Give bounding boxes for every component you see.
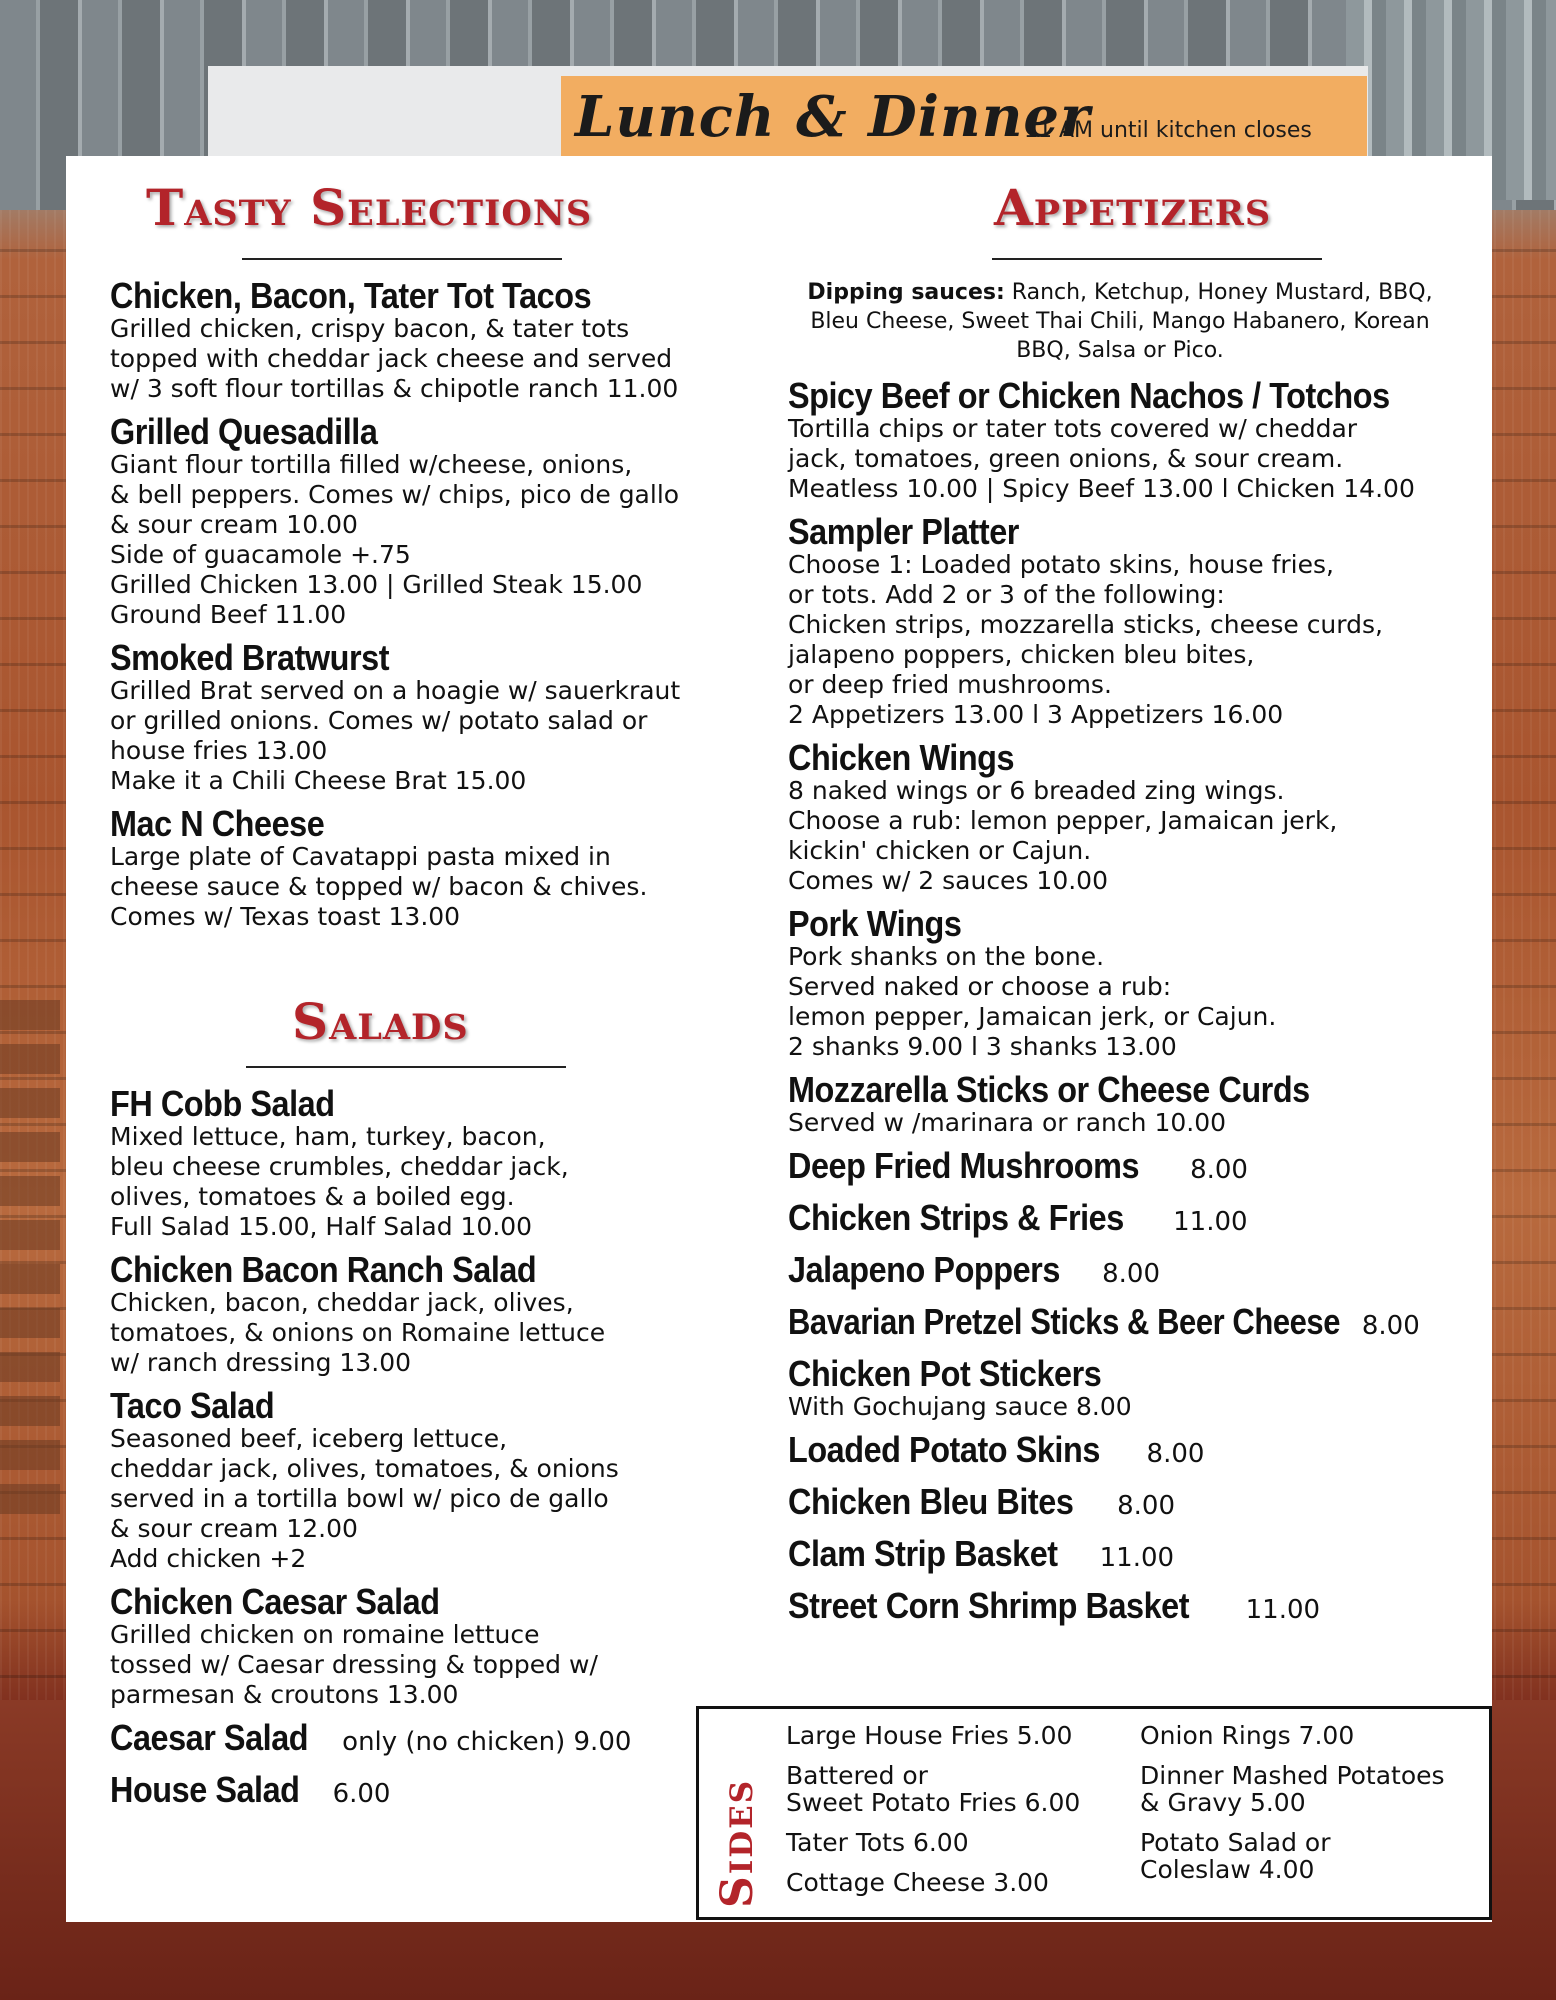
side-item: Dinner Mashed Potatoes & Gravy 5.00: [1140, 1761, 1445, 1817]
item-desc: 8 naked wings or 6 breaded zing wings. Choose a rub: lemon pepper, Jamaican jerk, kickin' chicken or Cajun. Comes w/ 2 sauces 10.00: [788, 776, 1338, 895]
item-desc: Chicken, bacon, cheddar jack, olives, tomatoes, & onions on Romaine lettuce w/ ranch dressing 13.00: [110, 1288, 606, 1377]
item-name: Mac N Cheese: [110, 803, 325, 844]
item-desc: With Gochujang sauce 8.00: [788, 1392, 1132, 1421]
menu-item: [788, 1197, 1488, 1238]
item-price: 11.00: [1173, 1207, 1248, 1237]
item-name: Clam Strip Basket: [788, 1533, 1058, 1574]
item-name: Mozzarella Sticks or Cheese Curds: [788, 1069, 1310, 1110]
section-title-appetizers: Appetizers: [994, 178, 1272, 237]
menu-item: [788, 1145, 1488, 1186]
item-name: Sampler Platter: [788, 511, 1019, 552]
item-desc: Mixed lettuce, ham, turkey, bacon, bleu cheese crumbles, cheddar jack, olives, tomatoes & a boiled egg. Full Salad 15.00, Half Salad 10.00: [110, 1122, 569, 1241]
dipping-label: Dipping sauces:: [807, 280, 1005, 305]
item-price: 8.00: [1117, 1491, 1175, 1521]
item-desc: Pork shanks on the bone. Served naked or choose a rub: lemon pepper, Jamaican jerk, or Cajun. 2 shanks 9.00 l 3 shanks 13.00: [788, 942, 1277, 1061]
menu-item: [110, 1769, 730, 1810]
item-desc: Large plate of Cavatappi pasta mixed in cheese sauce & topped w/ bacon & chives. Comes w/ Texas toast 13.00: [110, 842, 648, 931]
item-name: Chicken Wings: [788, 737, 1015, 778]
item-name: FH Cobb Salad: [110, 1083, 335, 1124]
item-price: only (no chicken) 9.00: [342, 1727, 632, 1757]
salads-list: [110, 1083, 730, 1824]
item-name: Spicy Beef or Chicken Nachos / Totchos: [788, 375, 1390, 416]
item-desc: Tortilla chips or tater tots covered w/ cheddar jack, tomatoes, green onions, & sour cream. Meatless 10.00 | Spicy Beef 13.00 l Chicken 14.00: [788, 414, 1415, 503]
item-desc: Grilled Brat served on a hoagie w/ sauerkraut or grilled onions. Comes w/ potato salad or house fries 13.00 Make it a Chili Cheese Brat 15.00: [110, 676, 681, 795]
side-item: Cottage Cheese 3.00: [786, 1868, 1049, 1897]
appetizers-list: [788, 375, 1488, 1640]
item-name: Chicken, Bacon, Tater Tot Tacos: [110, 275, 592, 316]
section-title-tasty: Tasty Selections: [146, 178, 593, 237]
menu-item: [788, 737, 1488, 896]
item-price: 8.00: [1190, 1155, 1248, 1185]
menu-item: [788, 1429, 1488, 1470]
item-name: Chicken Strips & Fries: [788, 1197, 1124, 1238]
background-chain: [0, 1000, 60, 1520]
item-desc: Choose 1: Loaded potato skins, house fries, or tots. Add 2 or 3 of the following: Chicken strips, mozzarella sticks, cheese curds, jalapeno poppers, chicken bleu bites, or deep fried mushrooms. 2 Appetizers 13.00 l 3 Appetizers 16.00: [788, 550, 1383, 729]
item-name: Chicken Bacon Ranch Salad: [110, 1249, 537, 1290]
section-rule: [246, 1066, 566, 1068]
menu-item: [788, 1301, 1488, 1342]
menu-item: [788, 903, 1488, 1062]
menu-item: [110, 1581, 730, 1710]
item-price: 8.00: [1102, 1259, 1160, 1289]
item-name: House Salad: [110, 1769, 300, 1810]
item-price: 11.00: [1099, 1543, 1175, 1573]
sides-left-list: [786, 1722, 1080, 1909]
section-title-salads: Salads: [292, 992, 469, 1051]
menu-item: [110, 1717, 730, 1758]
side-item: Large House Fries 5.00: [786, 1721, 1073, 1750]
item-name: Grilled Quesadilla: [110, 411, 378, 452]
item-name: Street Corn Shrimp Basket: [788, 1585, 1190, 1626]
item-price: 11.00: [1245, 1595, 1321, 1625]
sides-title: Sides: [712, 1778, 763, 1908]
side-item: Onion Rings 7.00: [1140, 1721, 1355, 1750]
item-name: Chicken Bleu Bites: [788, 1481, 1074, 1522]
sides-right-list: [1140, 1722, 1445, 1896]
item-name: Caesar Salad: [110, 1717, 309, 1758]
item-desc: Giant flour tortilla filled w/cheese, onions, & bell peppers. Comes w/ chips, pico de gallo & sour cream 10.00 Side of guacamole +.75 Grilled Chicken 13.00 | Grilled Steak 15.00 Ground Beef 11.00: [110, 450, 680, 629]
menu-hours: 11 AM until kitchen closes: [1024, 118, 1312, 143]
item-price: 8.00: [1361, 1311, 1420, 1341]
item-name: Deep Fried Mushrooms: [788, 1145, 1140, 1186]
menu-item: [788, 1353, 1488, 1422]
side-item: Battered or Sweet Potato Fries 6.00: [786, 1761, 1081, 1817]
menu-item: [788, 375, 1488, 504]
item-desc: Grilled chicken, crispy bacon, & tater tots topped with cheddar jack cheese and served w/ 3 soft flour tortillas & chipotle ranch 11.00: [110, 314, 679, 403]
menu-item: [110, 275, 730, 404]
tasty-list: [110, 275, 730, 942]
section-rule: [242, 258, 562, 260]
menu-item: [788, 1069, 1488, 1138]
item-name: Pork Wings: [788, 903, 962, 944]
item-desc: Grilled chicken on romaine lettuce tossed w/ Caesar dressing & topped w/ parmesan & croutons 13.00: [110, 1620, 598, 1709]
item-desc: Seasoned beef, iceberg lettuce, cheddar jack, olives, tomatoes, & onions served in a tortilla bowl w/ pico de gallo & sour cream 12.00 Add chicken +2: [110, 1424, 619, 1573]
dipping-sauces: [790, 278, 1450, 365]
item-price: 8.00: [1146, 1439, 1205, 1469]
menu-item: [788, 1249, 1488, 1290]
item-name: Jalapeno Poppers: [788, 1249, 1060, 1290]
item-name: Loaded Potato Skins: [788, 1429, 1100, 1470]
section-rule: [992, 258, 1322, 260]
dipping-list: Ranch, Ketchup, Honey Mustard, BBQ, Bleu Cheese, Sweet Thai Chili, Mango Habanero, Korean BBQ, Salsa or Pico.: [810, 280, 1433, 363]
side-item: Potato Salad or Coleslaw 4.00: [1140, 1828, 1331, 1884]
side-item: Tater Tots 6.00: [786, 1828, 969, 1857]
menu-item: [110, 1083, 730, 1242]
item-desc: Served w /marinara or ranch 10.00: [788, 1108, 1227, 1137]
menu-item: [788, 1533, 1488, 1574]
item-name: Chicken Caesar Salad: [110, 1581, 440, 1622]
item-name: Smoked Bratwurst: [110, 637, 390, 678]
menu-item: [788, 1585, 1488, 1626]
menu-item: [110, 803, 730, 932]
menu-item: [110, 637, 730, 796]
menu-item: [110, 1249, 730, 1378]
item-name: Chicken Pot Stickers: [788, 1353, 1102, 1394]
item-name: Taco Salad: [110, 1385, 275, 1426]
menu-item: [788, 511, 1488, 730]
menu-item: [110, 1385, 730, 1574]
menu-item: [110, 411, 730, 630]
item-name: Bavarian Pretzel Sticks & Beer Cheese: [788, 1301, 1340, 1342]
item-price: 6.00: [332, 1779, 391, 1809]
menu-title: Lunch & Dinner: [575, 84, 1091, 150]
menu-item: [788, 1481, 1488, 1522]
